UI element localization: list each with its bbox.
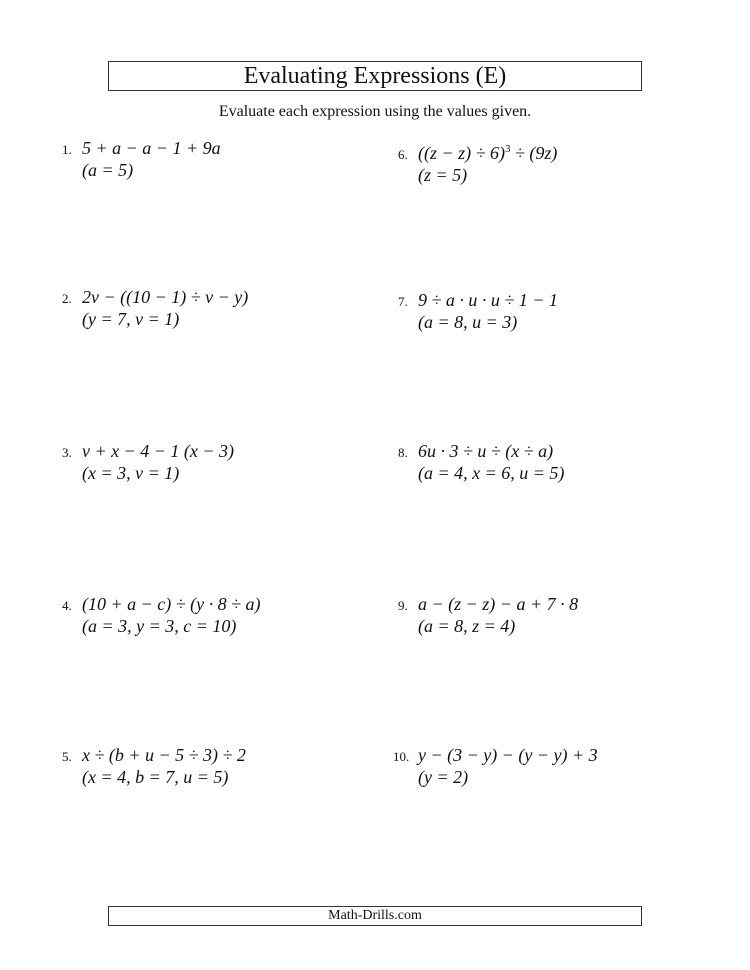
problem-exponent: 3 (505, 143, 511, 155)
footer (108, 906, 642, 926)
problem-number: 3. (62, 445, 72, 460)
instructions: Evaluate each expression using the values given. (218, 103, 532, 120)
problem-expression: v + x − 4 − 1 (x − 3) (82, 441, 235, 461)
problem-values: (x = 4, b = 7, u = 5) (82, 767, 229, 787)
problem-values: (a = 8, u = 3) (418, 312, 518, 332)
problem-6 (398, 143, 557, 185)
problem-7 (398, 290, 558, 332)
problem-3 (62, 441, 234, 483)
problem-1 (62, 138, 221, 180)
problem-values: (a = 4, x = 6, u = 5) (418, 463, 565, 483)
problem-expression: y − (3 − y) − (y − y) + 3 (418, 745, 598, 765)
problem-expression: x ÷ (b + u − 5 ÷ 3) ÷ 2 (82, 745, 246, 765)
worksheet-title (108, 61, 642, 91)
footer-text: Math-Drills.com (328, 908, 422, 923)
title-text: Evaluating Expressions (E) (243, 63, 507, 89)
problem-values: (y = 7, v = 1) (82, 309, 180, 329)
problem-2 (62, 287, 248, 329)
problem-number: 6. (398, 147, 408, 162)
problem-expression: (10 + a − c) ÷ (y · 8 ÷ a) (82, 594, 261, 614)
problem-number: 7. (398, 294, 408, 309)
problem-expression: ((z − z) ÷ 6) (418, 143, 506, 163)
problem-number: 2. (62, 291, 72, 306)
problem-expression: 9 ÷ a · u · u ÷ 1 − 1 (418, 290, 558, 310)
problem-number: 5. (62, 749, 72, 764)
problem-expression: 2v − ((10 − 1) ÷ v − y) (82, 287, 249, 307)
problem-expression: 5 + a − a − 1 + 9a (82, 138, 221, 158)
problem-number: 4. (62, 598, 72, 613)
problem-values: (a = 5) (82, 160, 134, 180)
problem-number: 10. (393, 749, 410, 764)
problem-4 (62, 594, 261, 636)
problem-10 (393, 745, 598, 787)
problem-expression: a − (z − z) − a + 7 · 8 (418, 594, 579, 614)
problem-number: 9. (398, 598, 408, 613)
problem-9 (398, 594, 578, 636)
problem-values: (z = 5) (418, 165, 468, 185)
problem-number: 8. (398, 445, 408, 460)
problem-5 (62, 745, 246, 787)
problem-8 (398, 441, 564, 483)
problem-values: (x = 3, v = 1) (82, 463, 180, 483)
problem-number: 1. (62, 142, 72, 157)
problem-values: (y = 2) (418, 767, 469, 787)
problem-expression: 6u · 3 ÷ u ÷ (x ÷ a) (418, 441, 554, 461)
problem-values: (a = 8, z = 4) (418, 616, 516, 636)
problem-values: (a = 3, y = 3, c = 10) (82, 616, 237, 636)
problem-expression-tail: ÷ (9z) (510, 143, 558, 163)
